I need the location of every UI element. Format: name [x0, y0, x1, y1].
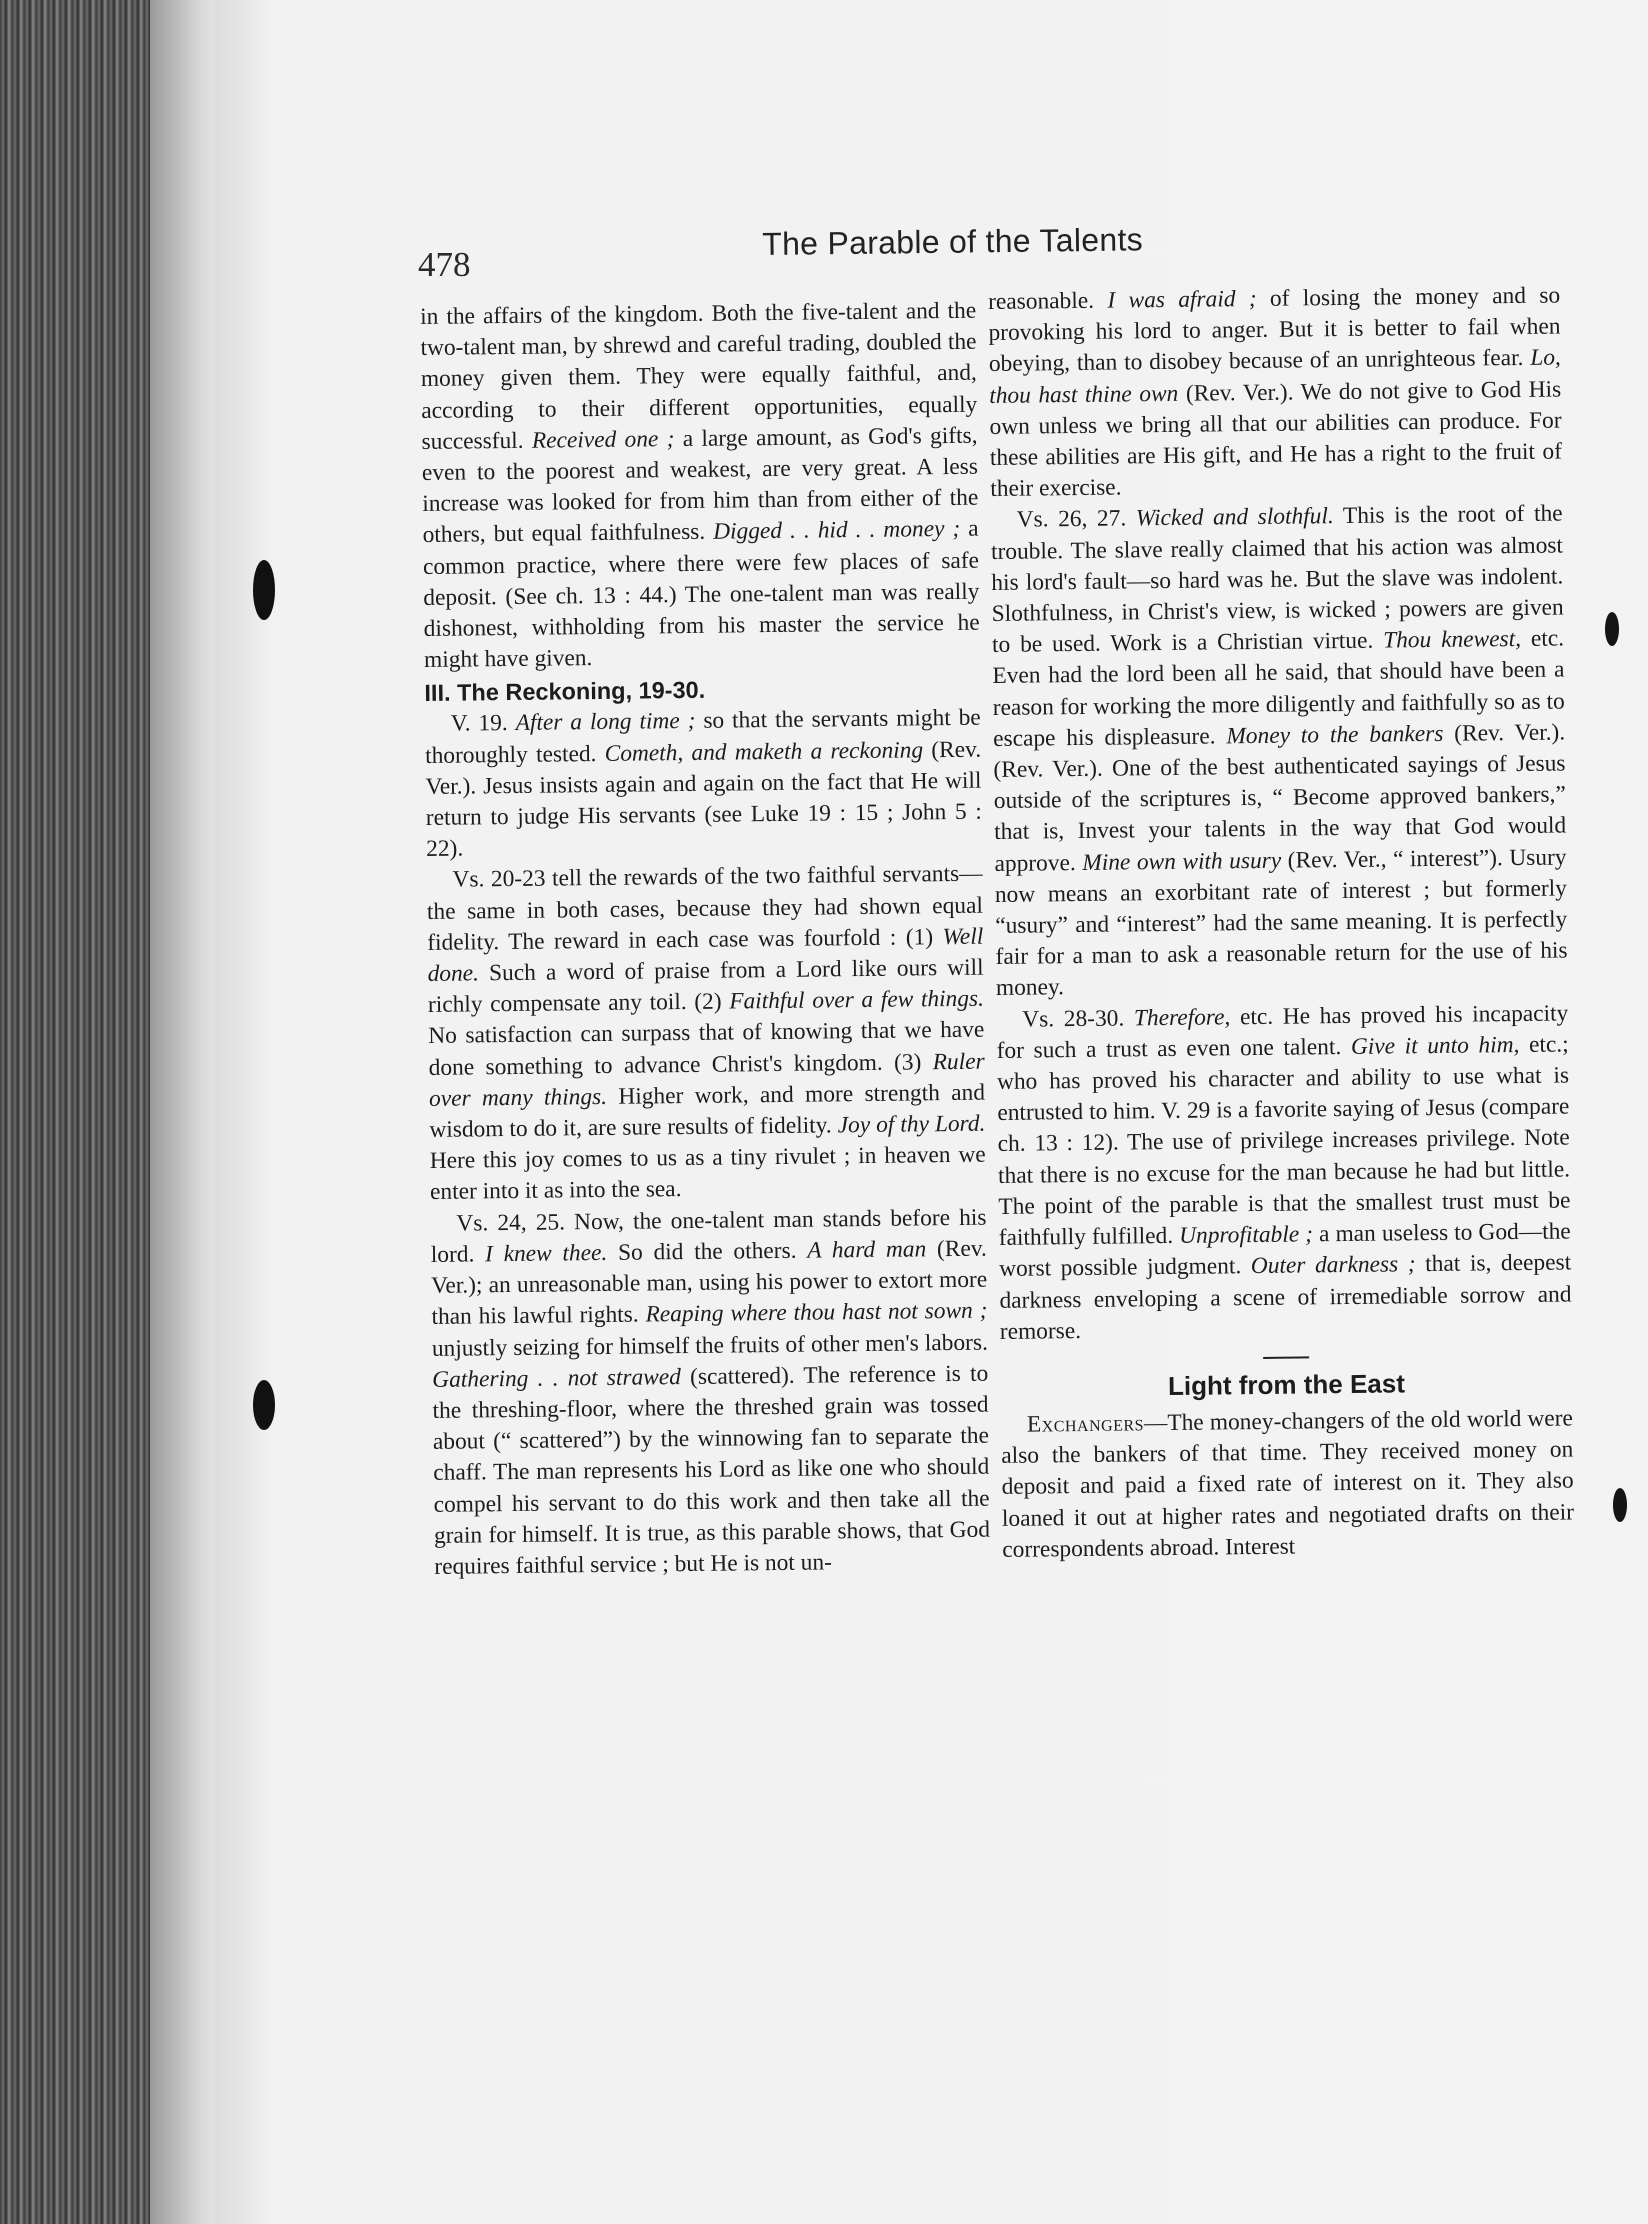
binding-mark: [253, 1380, 275, 1430]
edge-mark: [1613, 1488, 1627, 1522]
paragraph: Exchangers—The money-changers of the old world were also the bankers of that time. They received money on deposit and paid a fixed rate of interest on it. They also loaned it out at higher rates and negotiated drafts on their correspondents abroad. Interest: [1001, 1405, 1575, 1563]
binding-mark: [253, 560, 275, 620]
paragraph: reasonable. I was afraid ; of losing the money and so provoking his lord to anger. But it is better to fail when obeying, than to disobey because of an unrighteous fear. Lo, thou hast thine own (Rev. Ver.). We do not give to God His own unless we bring all that our abilities can produce. For these abilities are His gift, and He has a right to the fruit of their exercise.: [988, 282, 1563, 503]
paragraph: Vs. 26, 27. Wicked and slothful. This is the root of the trouble. The slave really claimed that his action was almost his lord's fault—so hard was he. But the slave was indolent. Slothfulness, in Christ's view, is wicked ; powers are given to be used. Work is a Christian virtue. Thou knewest, etc. Even had the lord been all he said, that should have been a reason for working the more diligently and faithfully so as to escape his displeasure. Money to the bankers (Rev. Ver.). (Rev. Ver.). One of the best authenticated sayings of Jesus outside of the scriptures is, “ Become approved bankers,” that is, Invest your talents in the way that God would approve. Mine own with usury (Rev. Ver., “ interest”). Usury now means an exorbitant rate of interest ; but formerly “usury” and “interest” had the same meaning. It is perfectly fair for a man to ask a reasonable return for the use of his money.: [990, 500, 1568, 1002]
sidebar-title: Light from the East: [1167, 1368, 1406, 1401]
section-divider: [1263, 1356, 1309, 1359]
page-number: 478: [418, 245, 471, 284]
paragraph: Vs. 20-23 tell the rewards of the two faithful servants—the same in both cases, because they had shown equal fidelity. The reward in each case was fourfold : (1) Well done. Such a word of praise from a Lord like ours will richly compensate any toil. (2) Faithful over a few things. No satisfaction can surpass that of knowing that we have done something to advance Christ's kingdom. (3) Ruler over many things. Higher work, and more strength and wisdom to do it, are sure results of fidelity. Joy of thy Lord. Here this joy comes to us as a tiny rivulet ; in heaven we enter into it as into the sea.: [426, 861, 986, 1206]
paragraph: V. 19. After a long time ; so that the servants might be thoroughly tested. Cometh, and maketh a reckoning (Rev. Ver.). Jesus insists again and again on the fact that He will return to judge His servants (see Luke 19 : 15 ; John 5 : 22).: [424, 705, 982, 863]
paragraph: Vs. 28-30. Therefore, etc. He has proved his incapacity for such a trust as even one talent. Give it unto him, etc.; who has proved his character and ability to use what is entrusted to him. V. 29 is a favorite saying of Jesus (compare ch. 13 : 12). The use of privilege increases privilege. Note that there is no excuse for the man because he had but little. The point of the parable is that the smallest trust must be faithfully fulfilled. Unprofitable ; a man useless to God—the worst possible judgment. Outer darkness ; that is, deepest darkness enveloping a scene of irremediable sorrow and remorse.: [996, 1000, 1572, 1345]
section-heading: III. The Reckoning, 19-30.: [424, 677, 706, 707]
edge-mark: [1605, 612, 1619, 646]
paragraph: in the affairs of the kingdom. Both the five-talent and the two-talent man, by shrewd and careful trading, doubled the money given them. They were equally faithful, and, according to their different opportunities, equally successful. Received one ; a large amount, as God's gifts, even to the poorest and weakest, are very great. A less increase was looked for from him than from either of the others, but equal faithfulness. Digged . . hid . . money ; a common practice, where there were few places of safe deposit. (See ch. 13 : 44.) The one-talent man was really dishonest, withholding from his master the service he might have given.: [420, 297, 980, 674]
left-column: [420, 296, 990, 1583]
right-column: [988, 281, 1574, 1566]
paragraph: Vs. 24, 25. Now, the one-talent man stands before his lord. I knew thee. So did the others. A hard man (Rev. Ver.); an unreasonable man, using his power to extort more than his lawful rights. Reaping where thou hast not sown ; unjustly seizing for himself the fruits of other men's labors. Gathering . . not strawed (scattered). The reference is to the threshing-floor, where the threshed grain was tossed about (“ scattered”) by the winnowing fan to separate the chaff. The man represents his Lord as like one who should compel his servant to do this work and then take all the grain for himself. It is true, as this parable shows, that God requires faithful service ; but He is not un-: [430, 1204, 991, 1580]
sidebar-lead-term: Exchangers: [1026, 1410, 1145, 1438]
running-head: The Parable of the Talents: [762, 221, 1144, 262]
